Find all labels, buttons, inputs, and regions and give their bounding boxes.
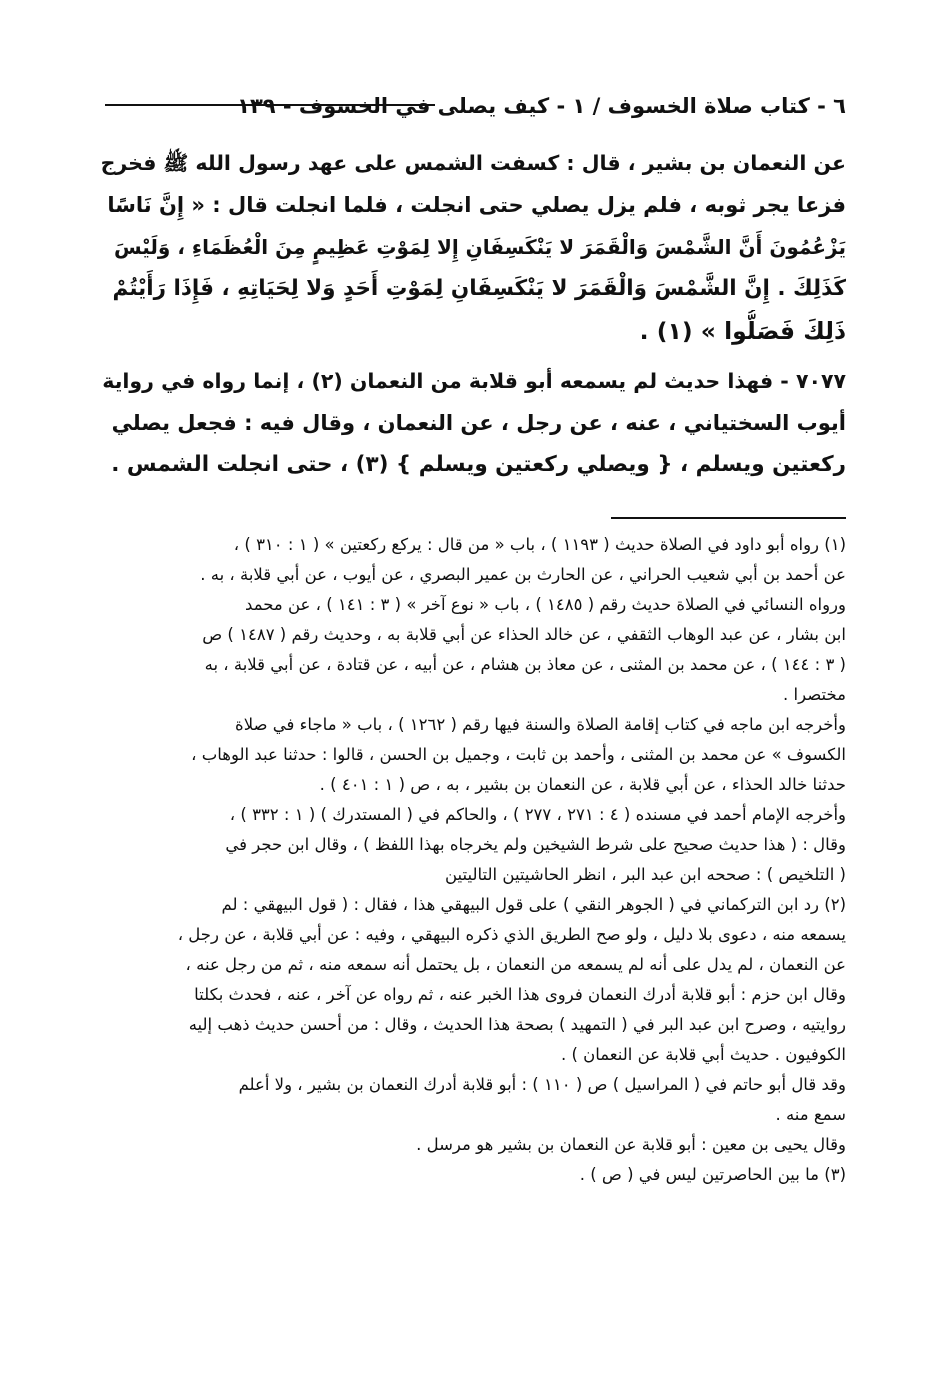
text-line: فزعا يجر ثوبه ، فلم يزل يصلي حتى انجلت ، فلما انجلت قال : « إِنَّ نَاسًا [107,193,846,217]
header-rule [105,104,435,106]
footnote-1-ahmad [101,800,846,890]
footnote-1-nasai [101,590,846,710]
footnote-line: (٣) ما بين الحاصرتين ليس في ( ص ) . [579,1165,846,1184]
footnote-2 [101,890,846,1070]
footnote-line: وأخرجه الإمام أحمد في مسنده ( ٤ : ٢٧١ ، ٢٧٧ ) ، والحاكم في ( المستدرك ) ( ١ : ٣٣٢ ) ، [229,805,846,824]
text-line: عن النعمان بن بشير ، قال : كسفت الشمس على عهد رسول الله ﷺ فخرج [101,151,846,175]
running-header [101,88,846,124]
footnote-line: (١) رواه أبو داود في الصلاة حديث ( ١١٩٣ ) ، باب « من قال : يركع ركعتين » ( ١ : ٣١٠ ) ، [233,535,846,554]
footnote-line: الكسوف » عن محمد بن المثنى ، وأحمد بن ثابت ، وجميل بن الحسن ، قالوا : حدثنا عبد الوهاب ، [191,745,846,764]
text-line: ذَلِكَ فَصَلُّوا » (١) . [639,317,846,345]
footnotes [101,530,846,1190]
footnote-line: روايتيه ، وصرح ابن عبد البر في ( التمهيد ) بصحة هذا الحديث ، وقال : من أحسن حديث ذهب إليه [188,1015,846,1034]
footnote-line: وقال : ( هذا حديث صحيح على شرط الشيخين ولم يخرجاه بهذا اللفظ ) ، وقال ابن حجر في [225,835,846,854]
footnote-line: عن النعمان ، لم يدل على أنه لم يسمعه من النعمان ، بل يحتمل أنه سمعه منه ، ثم من رجل عنه ، [185,955,846,974]
footnote-line: يسمعه منه ، دعوى بلا دليل ، ولو صح الطريق الذي ذكره البيهقي ، وفيه : عن أبي قلابة ، عن رجل ، [177,925,846,944]
footnote-line: ابن بشار ، عن عبد الوهاب الثقفي ، عن خالد الحذاء عن أبي قلابة به ، وحديث رقم ( ١٤٨٧ ) ص [202,625,846,644]
footnote-separator [611,517,846,519]
text-line: أيوب السختياني ، عنه ، عن رجل ، عن النعمان ، وقال فيه : فجعل يصلي [111,411,846,435]
footnote-line: عن أحمد بن أبي شعيب الحراني ، عن الحارث بن عمير البصري ، عن أيوب ، عن أبي قلابة ، به . [200,565,846,584]
text-line: ركعتين ويسلم ، { ويصلي ركعتين ويسلم } (٣) ، حتى انجلت الشمس . [111,452,846,477]
text-line: كَذَلِكَ . إِنَّ الشَّمْسَ وَالْقَمَرَ لا يَنْكَسِفَانِ لِمَوْتِ أَحَدٍ وَلا لِحَيَاتِهِ ، فَإِذَا رَأَيْتُمْ [112,276,846,301]
footnote-line: وأخرجه ابن ماجه في كتاب إقامة الصلاة والسنة فيها رقم ( ١٢٦٢ ) ، باب « ماجاء في صلاة [235,715,846,734]
footnote-line: سمع منه . [775,1105,846,1124]
commentary-paragraph [101,360,846,486]
footnote-line: وقد قال أبو حاتم في ( المراسيل ) ص ( ١١٠ ) : أبو قلابة أدرك النعمان بن بشير ، ولا أعلم [238,1075,846,1094]
footnote-2-ibn-maeen [101,1130,846,1160]
footnote-2-abu-hatim [101,1070,846,1130]
text-line: يَزْعُمُونَ أَنَّ الشَّمْسَ وَالْقَمَرَ لا يَنْكَسِفَانِ إِلا لِمَوْتِ عَظِيمٍ مِنَ الْعُظَمَاءِ ، وَلَيْسَ [113,235,846,259]
footnote-1-ibn-majah [101,710,846,800]
text-line: ٧٠٧٧ - فهذا حديث لم يسمعه أبو قلابة من النعمان (٢) ، إنما رواه في رواية [102,369,846,393]
footnote-line: (٢) رد ابن التركماني في ( الجوهر النقي ) على قول البيهقي هذا ، فقال : ( قول البيهقي : لم [221,895,846,914]
footnote-line: حدثنا خالد الحذاء ، عن أبي قلابة ، عن النعمان بن بشير ، به ، ص ( ١ : ٤٠١ ) . [319,775,846,794]
main-text [101,142,846,486]
header-text: ٦ - كتاب صلاة الخسوف / ١ - كيف يصلى في الخسوف - ١٣٩ [237,94,846,118]
footnote-line: وقال ابن حزم : أبو قلابة أدرك النعمان فروى هذا الخبر عنه ، ثم رواه عن آخر ، عنه ، فحدث بكلتا [194,985,846,1004]
footnote-line: مختصرا . [783,685,846,704]
hadith-paragraph [101,142,846,352]
footnote-line: ( التلخيص ) : صححه ابن عبد البر ، انظر الحاشيتين التاليتين [445,865,846,884]
footnote-line: وقال يحيى بن معين : أبو قلابة عن النعمان بن بشير هو مرسل . [416,1135,846,1154]
footnote-3 [101,1160,846,1190]
footnote-1 [101,530,846,590]
footnote-line: ورواه النسائي في الصلاة حديث رقم ( ١٤٨٥ ) ، باب « نوع آخر » ( ٣ : ١٤١ ) ، عن محمد [245,595,846,614]
footnote-line: الكوفيون . حديث أبي قلابة عن النعمان ) . [560,1045,846,1064]
footnote-line: ( ٣ : ١٤٤ ) ، عن محمد بن المثنى ، عن معاذ بن هشام ، عن أبيه ، عن قتادة ، عن أبي قلابة ، به [204,655,846,674]
